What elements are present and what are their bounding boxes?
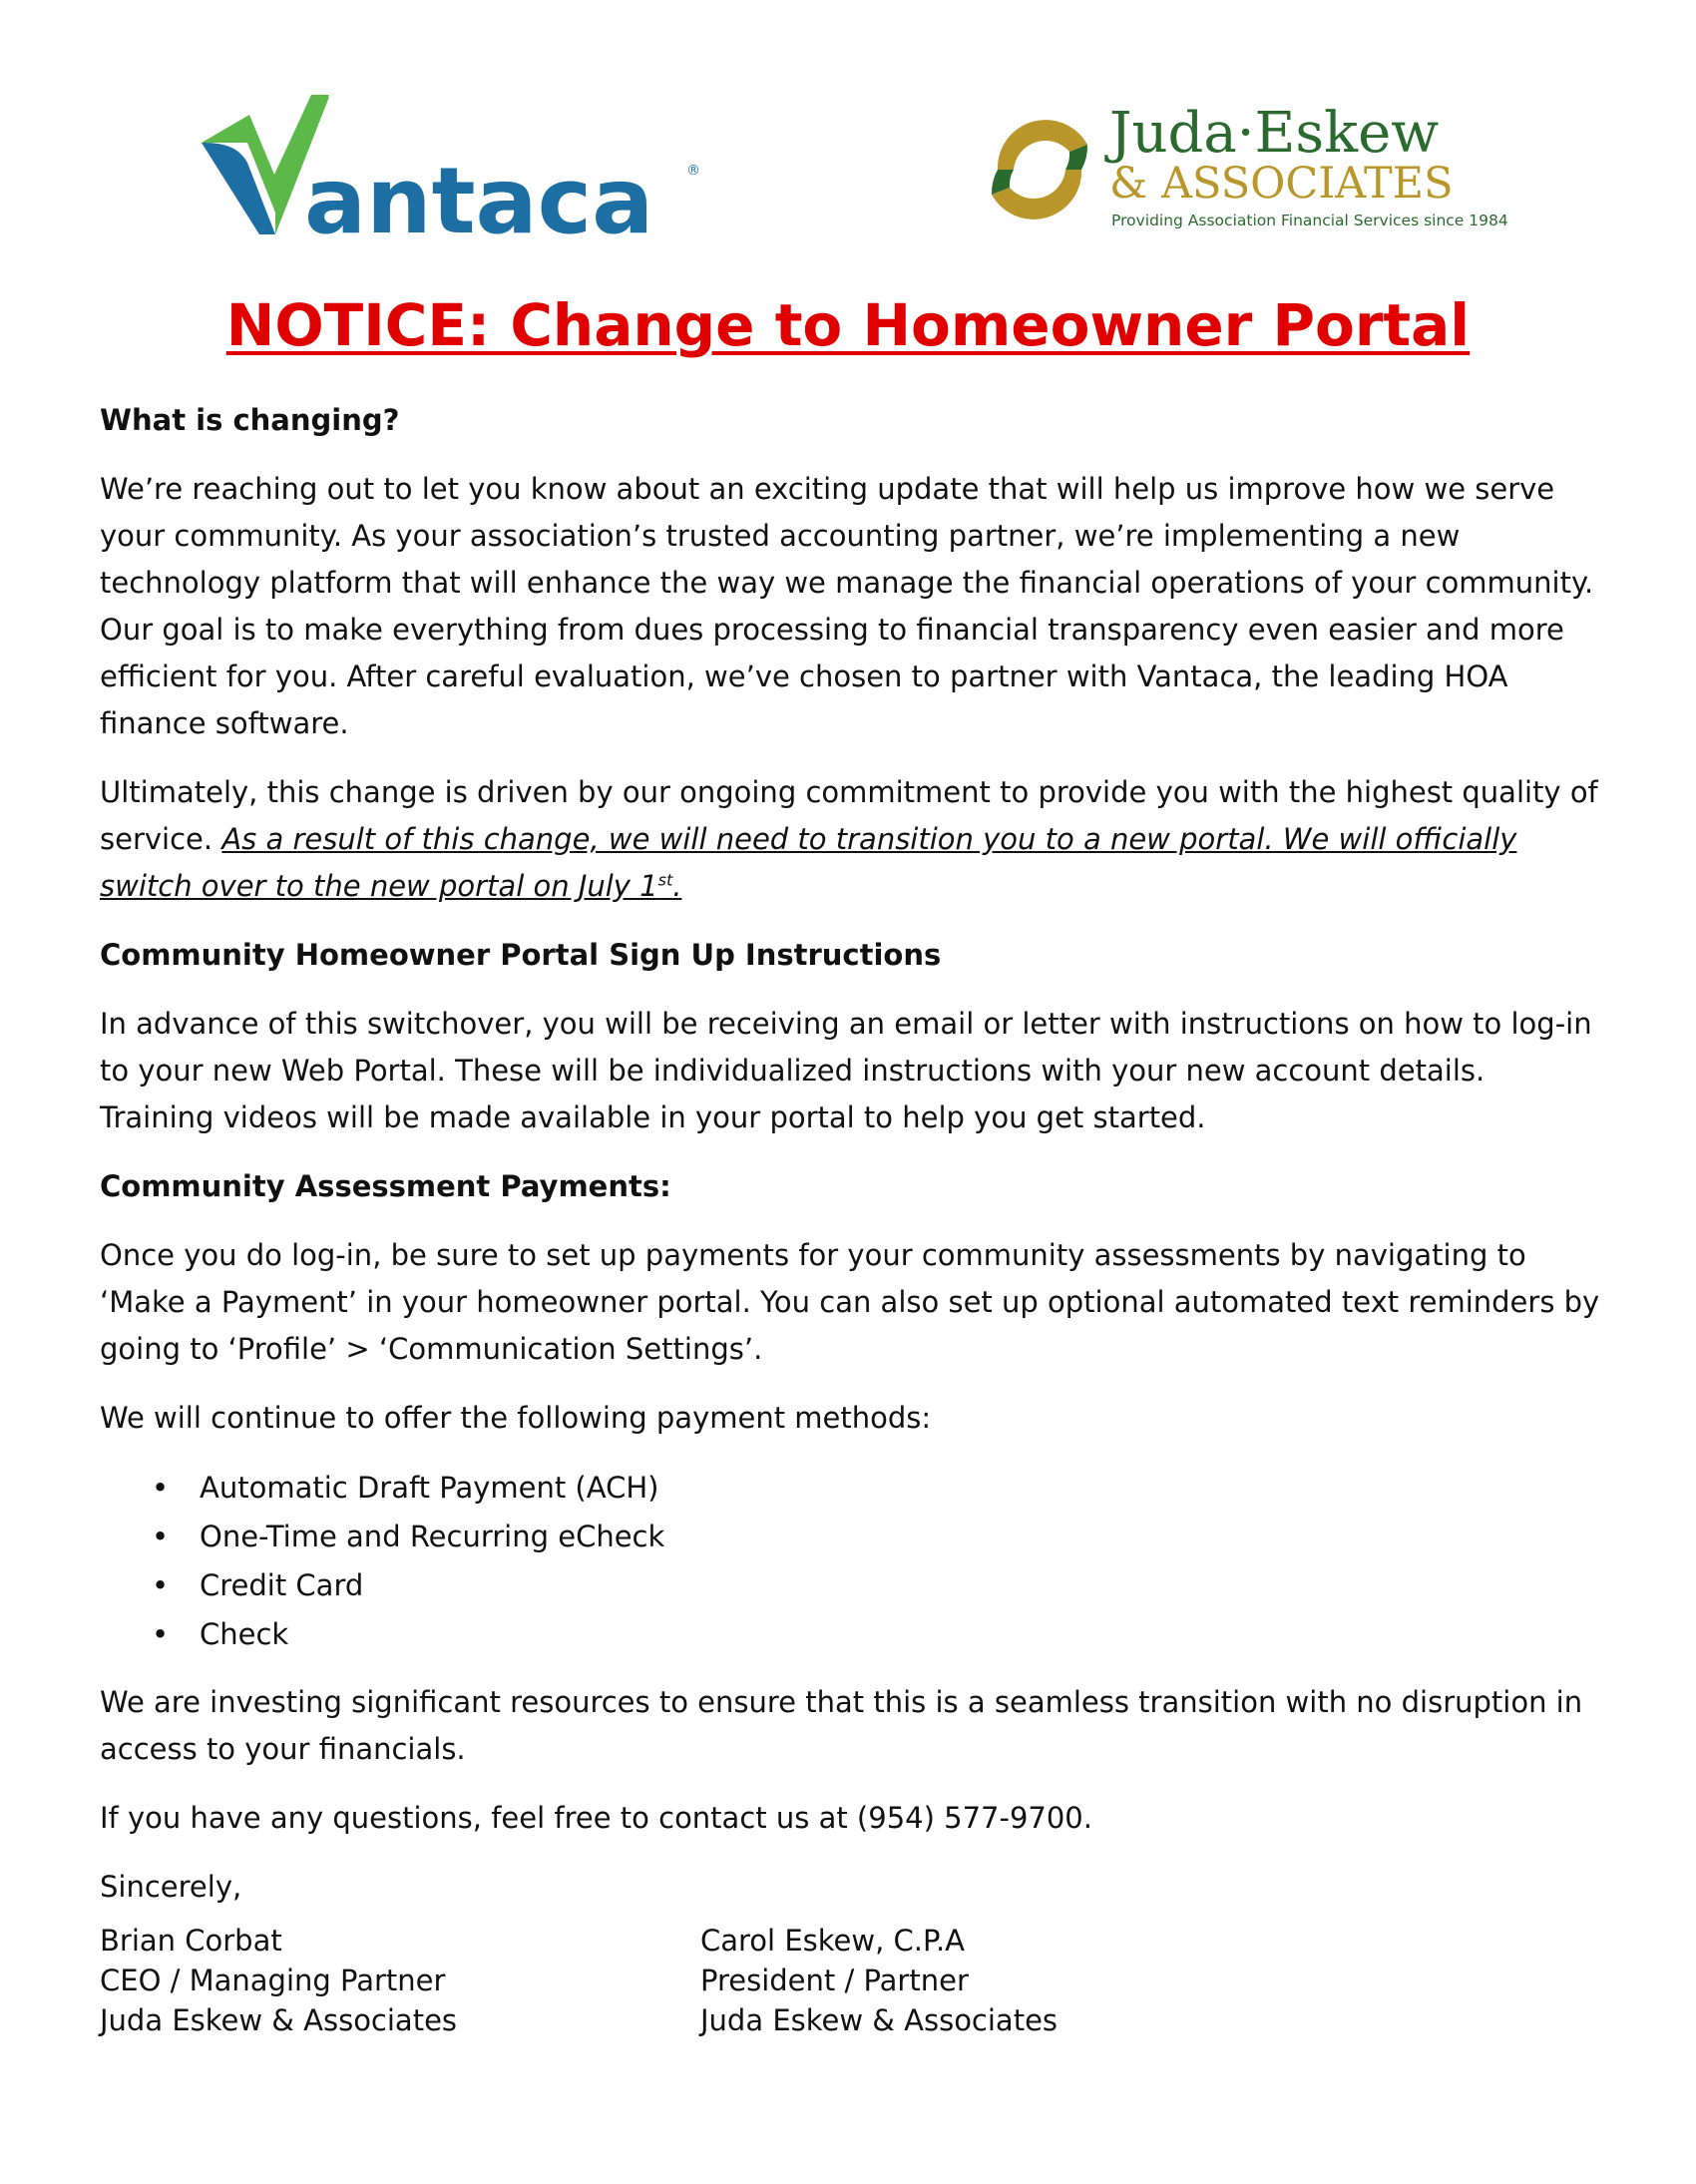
payments-paragraph: Once you do log-in, be sure to set up payments for your community assessments by navigating to ‘Make a Payment’ in your homeowner portal. You can also set up optional automated text reminders by going to ‘Profile’ > ‘Communication Settings’.	[100, 1238, 1600, 1366]
list-item	[100, 1610, 1606, 1659]
list-item-label: One-Time and Recurring eCheck	[200, 1520, 665, 1553]
signer-company: Juda Eskew & Associates	[100, 2003, 458, 2037]
vantaca-logo	[200, 95, 700, 254]
signer-company: Juda Eskew & Associates	[700, 2003, 1059, 2037]
bullet-icon: •	[152, 1568, 170, 1602]
switchover-emphasis	[100, 822, 1516, 903]
svg-text:®: ®	[686, 163, 700, 179]
payments-heading: Community Assessment Payments:	[100, 1169, 671, 1203]
signer-title: President / Partner	[700, 1964, 969, 1997]
signup-paragraph: In advance of this switchover, you will be receiving an email or letter with instructions on how to log-in to your new Web Portal. These will be individualized instructions with your new account details. Training videos will be made available in your portal to help you get started.	[100, 1007, 1592, 1134]
payment-methods-list	[100, 1464, 1606, 1659]
signer-name: Carol Eskew, C.P.A	[700, 1924, 966, 1958]
investing-paragraph: We are investing significant resources to ensure that this is a seamless transition with no disruption in access to your financials.	[100, 1685, 1583, 1766]
list-item	[100, 1464, 1606, 1513]
notice-title: NOTICE: Change to Homeowner Portal	[225, 291, 1471, 359]
bullet-icon: •	[152, 1617, 170, 1651]
period: .	[672, 869, 682, 903]
methods-intro: We will continue to offer the following payment methods:	[100, 1401, 932, 1435]
signup-heading: Community Homeowner Portal Sign Up Instructions	[100, 938, 942, 972]
vantaca-wordmark: antaca	[304, 148, 654, 254]
juda-eskew-logo	[978, 100, 1508, 239]
juda-associates-text: & ASSOCIATES	[1109, 159, 1454, 209]
date-suffix: st	[657, 870, 673, 890]
juda-tagline: Providing Association Financial Services since 1984	[1111, 212, 1508, 229]
switchover-text: As a result of this change, we will need to transition you to a new portal. We will officially switch over to the new portal on July 1	[100, 822, 1517, 903]
signer-name: Brian Corbat	[100, 1924, 282, 1958]
list-item-label: Check	[200, 1617, 289, 1651]
list-item-label: Credit Card	[200, 1568, 364, 1602]
list-item	[100, 1561, 1606, 1610]
contact-paragraph: If you have any questions, feel free to contact us at (954) 577-9700.	[100, 1801, 1092, 1835]
bullet-icon: •	[152, 1520, 170, 1553]
signature-right	[700, 1921, 1058, 2040]
letter-body	[100, 397, 1606, 1933]
list-item-label: Automatic Draft Payment (ACH)	[200, 1471, 659, 1505]
what-changing-paragraph: We’re reaching out to let you know about an exciting update that will help us improve how we serve your community. As your association’s trusted accounting partner, we’re implementing a new technology platform that will enhance the way we manage the financial operations of your community. Our goal is to make everything from dues processing to financial transparency even easier and more efficient for you. After careful evaluation, we’ve chosen to partner with Vantaca, the leading HOA finance software.	[100, 472, 1594, 740]
signer-title: CEO / Managing Partner	[100, 1964, 446, 1997]
juda-eskew-name: Juda·Eskew	[1109, 101, 1440, 166]
closing: Sincerely,	[100, 1870, 242, 1904]
what-changing-heading: What is changing?	[100, 403, 400, 437]
commitment-text: Ultimately, this change is driven by our ongoing commitment to provide you with the highest quality of service.	[100, 775, 1598, 856]
list-item	[100, 1513, 1606, 1561]
bullet-icon: •	[152, 1471, 170, 1505]
commitment-paragraph	[100, 769, 1606, 910]
signature-left	[100, 1921, 457, 2040]
